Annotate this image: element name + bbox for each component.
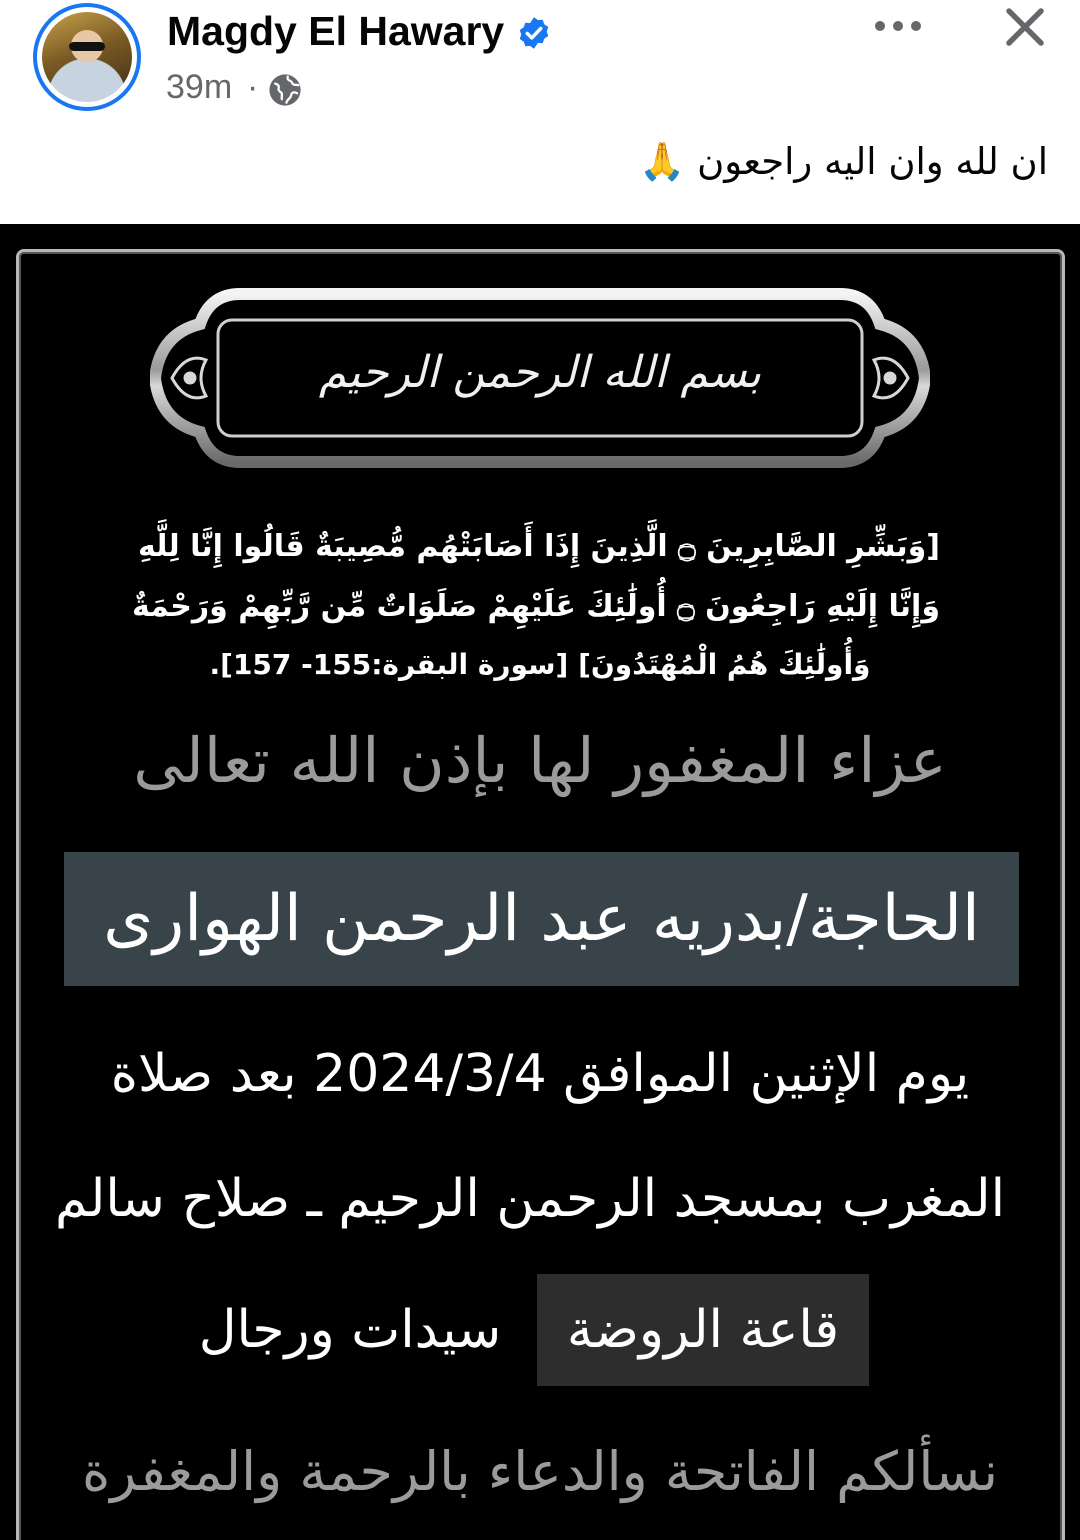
verse-line-1: [وَبَشِّرِ الصَّابِرِينَ ۝ الَّذِينَ إِذَا أَصَابَتْهُم مُّصِيبَةٌ قَالُوا إِنَّا لِلَّهِ	[137, 529, 940, 564]
author-name[interactable]: Magdy El Hawary	[167, 8, 505, 54]
post-caption: ان لله وان اليه راجعون 🙏	[639, 140, 1048, 183]
deceased-name: الحاجة/بدريه عبد الرحمن الهوارى	[103, 882, 980, 956]
attendees-text: سيدات ورجال	[198, 1300, 502, 1360]
hall-name: قاعة الروضة	[566, 1300, 840, 1360]
avatar-photo	[42, 12, 132, 102]
meta-separator: ·	[247, 68, 259, 106]
globe-icon	[268, 73, 302, 107]
verified-badge-icon	[516, 15, 552, 51]
condolence-title: عزاء المغفور لها بإذن الله تعالى	[133, 724, 947, 797]
mosque-line: المغرب بمسجد الرحمن الرحيم ـ صلاح سالم	[54, 1169, 1006, 1229]
date-line: يوم الإثنين الموافق 2024/3/4 بعد صلاة	[110, 1044, 970, 1104]
verse-line-3: وَأُولَٰئِكَ هُمُ الْمُهْتَدُونَ] [سورة البقرة:155- 157].	[209, 648, 871, 681]
verse-line-2: وَإِنَّا إِلَيْهِ رَاجِعُونَ ۝ أُولَٰئِكَ عَلَيْهِمْ صَلَوَاتٌ مِّن رَّبِّهِمْ وَرَحْمَةٌ	[131, 589, 940, 624]
closing-prayer: نسألكم الفاتحة والدعاء بالرحمة والمغفرة	[81, 1440, 999, 1503]
basmala-text: بسم الله الرحمن الرحيم	[318, 347, 762, 398]
post-image[interactable]	[0, 224, 1080, 1540]
close-icon[interactable]	[1003, 5, 1047, 49]
post-timestamp[interactable]: 39m	[166, 68, 233, 106]
more-options-icon[interactable]	[872, 14, 924, 38]
author-avatar[interactable]	[33, 3, 141, 111]
